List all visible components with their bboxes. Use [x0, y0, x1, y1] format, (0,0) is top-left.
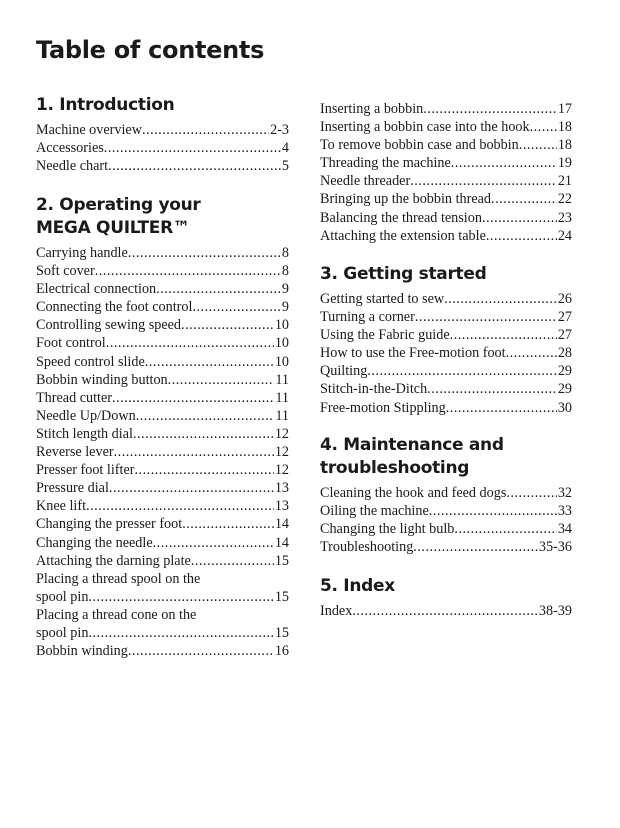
- toc-entry[interactable]: [320, 308, 572, 326]
- entry-page: 22: [557, 191, 572, 208]
- entry-title: Presser foot lifter: [36, 462, 135, 479]
- leader-dots: [128, 244, 281, 262]
- leader-dots: [136, 407, 275, 425]
- leader-dots: [367, 362, 557, 380]
- entry-page: 19: [557, 155, 572, 172]
- toc-entry[interactable]: [36, 534, 289, 552]
- leader-dots: [145, 353, 274, 371]
- entry-page: 27: [557, 309, 572, 326]
- section-heading-line: 2. Operating your: [36, 195, 201, 215]
- entry-title: Placing a thread cone on the: [36, 606, 197, 623]
- toc-entry[interactable]: [36, 461, 289, 479]
- entry-title: Attaching the darning plate: [36, 552, 191, 569]
- entry-page: 14: [274, 516, 289, 533]
- toc-entry[interactable]: [320, 136, 572, 154]
- toc-entry[interactable]: [36, 157, 289, 175]
- entry-title: Oiling the machine: [320, 503, 429, 520]
- section-getting-started: [320, 263, 572, 417]
- toc-entry[interactable]: [36, 479, 289, 497]
- entry-title: Quilting: [320, 363, 368, 380]
- toc-entry[interactable]: [320, 154, 572, 172]
- entry-page: 21: [557, 173, 572, 190]
- entry-page: 10: [274, 317, 289, 334]
- leader-dots: [454, 520, 556, 538]
- toc-entry[interactable]: [36, 425, 289, 443]
- toc-entry-first-line[interactable]: [36, 570, 289, 588]
- entry-title: Changing the light bulb: [320, 521, 455, 538]
- toc-entry[interactable]: [320, 190, 572, 208]
- entry-title: Reverse lever: [36, 444, 114, 461]
- entry-title: Knee lift: [36, 498, 87, 515]
- entry-title: Balancing the thread tension: [320, 209, 482, 226]
- entry-title: Bobbin winding button: [36, 371, 168, 388]
- leader-dots: [109, 479, 274, 497]
- entry-title: Inserting a bobbin case into the hook: [320, 119, 530, 136]
- entry-page: 13: [274, 480, 289, 497]
- entry-title: Free-motion Stippling: [320, 399, 446, 416]
- entry-page: 12: [274, 444, 289, 461]
- toc-entry[interactable]: [36, 389, 289, 407]
- leader-dots: [192, 298, 280, 316]
- leader-dots: [112, 389, 274, 407]
- leader-dots: [451, 154, 557, 172]
- entry-title: To remove bobbin case and bobbin: [320, 137, 519, 154]
- entry-page: 33: [557, 503, 572, 520]
- entry-title: Troubleshooting: [320, 539, 414, 556]
- entry-title: Placing a thread spool on the: [36, 570, 201, 587]
- entry-page: 16: [274, 643, 289, 660]
- entry-page: 9: [281, 281, 289, 298]
- entry-page: 29: [557, 363, 572, 380]
- entry-page: 13: [274, 498, 289, 515]
- leader-dots: [88, 624, 273, 642]
- toc-entry[interactable]: [36, 371, 289, 389]
- toc-entry[interactable]: [320, 227, 572, 245]
- entry-page: 17: [557, 101, 572, 117]
- toc-entry[interactable]: [36, 334, 289, 352]
- entry-title: spool pin: [36, 624, 89, 641]
- entry-title: Connecting the foot control: [36, 299, 193, 316]
- leader-dots: [106, 334, 274, 352]
- entry-page: 12: [274, 462, 289, 479]
- entry-page: 15: [274, 552, 289, 569]
- section-heading: [320, 434, 572, 480]
- leader-dots: [153, 534, 274, 552]
- toc-entry[interactable]: [320, 344, 572, 362]
- entry-page: 23: [557, 209, 572, 226]
- toc-entry[interactable]: [320, 520, 572, 538]
- section-heading: [320, 263, 572, 286]
- toc-entry[interactable]: [320, 326, 572, 344]
- leader-dots: [108, 157, 281, 175]
- section-heading-line: troubleshooting: [320, 458, 470, 478]
- leader-dots: [446, 399, 557, 417]
- entry-page: 32: [557, 485, 572, 501]
- entry-page: 30: [557, 399, 572, 416]
- entry-page: 38-39: [538, 603, 572, 619]
- leader-dots: [142, 121, 269, 139]
- toc-entry[interactable]: [36, 280, 289, 298]
- entry-page: 26: [557, 291, 572, 307]
- leader-dots: [88, 588, 273, 606]
- leader-dots: [128, 642, 274, 660]
- leader-dots: [427, 380, 557, 398]
- entry-page: 14: [274, 534, 289, 551]
- entry-title: Inserting a bobbin: [320, 101, 424, 117]
- toc-entry[interactable]: [320, 399, 572, 417]
- entry-title: spool pin: [36, 588, 89, 605]
- entry-title: Needle threader: [320, 173, 411, 190]
- toc-entry[interactable]: [36, 353, 289, 371]
- entry-title: Thread cutter: [36, 389, 113, 406]
- leader-dots: [133, 425, 274, 443]
- leader-dots: [506, 344, 557, 362]
- entry-title: Getting started to sew: [320, 291, 445, 307]
- entry-title: Turning a corner: [320, 309, 415, 326]
- leader-dots: [104, 139, 281, 157]
- toc-entry[interactable]: [320, 172, 572, 190]
- toc-entry[interactable]: [36, 497, 289, 515]
- toc-entry[interactable]: [36, 407, 289, 425]
- entry-page: 15: [274, 588, 289, 605]
- section-operating-continued: [320, 100, 572, 245]
- section-heading-line: 3. Getting started: [320, 264, 487, 284]
- toc-entry[interactable]: [320, 602, 572, 620]
- entry-title: Changing the needle: [36, 534, 153, 551]
- leader-dots: [444, 290, 557, 308]
- leader-dots: [506, 484, 556, 502]
- leader-dots: [168, 371, 275, 389]
- entry-page: 18: [557, 119, 572, 136]
- entry-title: Soft cover: [36, 263, 95, 280]
- entry-page: 12: [274, 425, 289, 442]
- leader-dots: [482, 209, 557, 227]
- leader-dots: [423, 100, 557, 118]
- toc-entry[interactable]: [320, 118, 572, 136]
- toc-entry[interactable]: [36, 139, 289, 157]
- entry-page: 28: [557, 345, 572, 362]
- toc-entry[interactable]: [36, 298, 289, 316]
- leader-dots: [114, 443, 274, 461]
- toc-entry[interactable]: [320, 502, 572, 520]
- section-heading: [320, 575, 572, 598]
- entry-page: 8: [281, 245, 289, 261]
- toc-entry-first-line[interactable]: [36, 606, 289, 624]
- entry-page: 34: [557, 521, 572, 538]
- entry-page: 4: [281, 140, 289, 157]
- entry-page: 11: [275, 389, 289, 406]
- leader-dots: [491, 190, 557, 208]
- entry-page: 10: [274, 353, 289, 370]
- entry-title: Needle Up/Down: [36, 407, 136, 424]
- toc-entry[interactable]: [320, 209, 572, 227]
- leader-dots: [415, 308, 557, 326]
- section-operating: [36, 194, 289, 660]
- entry-page: 11: [275, 371, 289, 388]
- entry-title: Bobbin winding: [36, 643, 128, 660]
- leader-dots: [352, 602, 538, 620]
- leader-dots: [519, 136, 557, 154]
- leader-dots: [486, 227, 557, 245]
- entry-title: Speed control slide: [36, 353, 145, 370]
- entry-title: Index: [320, 603, 353, 619]
- leader-dots: [182, 515, 274, 533]
- section-introduction: [36, 94, 289, 175]
- leader-dots: [95, 262, 281, 280]
- leader-dots: [135, 461, 274, 479]
- toc-entry[interactable]: [320, 484, 572, 502]
- leader-dots: [86, 497, 274, 515]
- entry-title: How to use the Free-motion foot: [320, 345, 506, 362]
- toc-entry[interactable]: [320, 380, 572, 398]
- entry-page: 10: [274, 335, 289, 352]
- toc-entry[interactable]: [320, 362, 572, 380]
- page-title: Table of contents: [36, 36, 265, 64]
- entry-title: Threading the machine: [320, 155, 451, 172]
- entry-title: Pressure dial: [36, 480, 109, 497]
- section-heading-line: 1. Introduction: [36, 95, 175, 115]
- entry-page: 15: [274, 624, 289, 641]
- toc-entry[interactable]: [320, 538, 572, 556]
- leader-dots: [450, 326, 557, 344]
- toc-entry[interactable]: [36, 552, 289, 570]
- entry-title: Foot control: [36, 335, 106, 352]
- entry-page: 5: [281, 158, 289, 175]
- entry-title: Stitch-in-the-Ditch: [320, 381, 428, 398]
- entry-title: Needle chart: [36, 158, 109, 175]
- entry-title: Carrying handle: [36, 245, 128, 261]
- leader-dots: [156, 280, 281, 298]
- entry-title: Stitch length dial: [36, 425, 133, 442]
- section-heading-line: MEGA QUILTER™: [36, 218, 190, 238]
- entry-title: Bringing up the bobbin thread: [320, 191, 492, 208]
- leader-dots: [530, 118, 557, 136]
- toc-entry[interactable]: [36, 642, 289, 660]
- leader-dots: [413, 538, 538, 556]
- entry-page: 18: [557, 137, 572, 154]
- leader-dots: [429, 502, 557, 520]
- entry-page: 9: [281, 299, 289, 316]
- toc-entry[interactable]: [36, 121, 289, 139]
- leader-dots: [181, 316, 274, 334]
- section-heading: [36, 94, 289, 117]
- entry-title: Electrical connection: [36, 281, 157, 298]
- entry-page: 27: [557, 327, 572, 344]
- toc-entry[interactable]: [36, 624, 289, 642]
- entry-title: Controlling sewing speed: [36, 317, 182, 334]
- entry-page: 24: [557, 227, 572, 244]
- section-maintenance: [320, 434, 572, 556]
- entry-page: 2-3: [270, 122, 289, 138]
- entry-page: 11: [275, 407, 289, 424]
- toc-entry[interactable]: [36, 588, 289, 606]
- entry-title: Machine overview: [36, 122, 142, 138]
- entry-title: Changing the presser foot: [36, 516, 183, 533]
- section-index: [320, 575, 572, 620]
- toc-entry[interactable]: [36, 443, 289, 461]
- toc-entry[interactable]: [36, 262, 289, 280]
- entry-title: Cleaning the hook and feed dogs: [320, 485, 507, 501]
- entry-title: Using the Fabric guide: [320, 327, 450, 344]
- leader-dots: [191, 552, 274, 570]
- toc-entry[interactable]: [36, 316, 289, 334]
- toc-entry[interactable]: [36, 515, 289, 533]
- toc-entry[interactable]: [36, 244, 289, 262]
- entry-title: Accessories: [36, 140, 104, 157]
- toc-entry[interactable]: [320, 100, 572, 118]
- toc-entry[interactable]: [320, 290, 572, 308]
- entry-page: 8: [281, 263, 289, 280]
- entry-page: 35-36: [538, 539, 572, 556]
- section-heading-line: 4. Maintenance and: [320, 435, 504, 455]
- section-heading: [36, 194, 289, 240]
- entry-title: Attaching the extension table: [320, 227, 486, 244]
- entry-page: 29: [557, 381, 572, 398]
- leader-dots: [410, 172, 557, 190]
- section-heading-line: 5. Index: [320, 576, 395, 596]
